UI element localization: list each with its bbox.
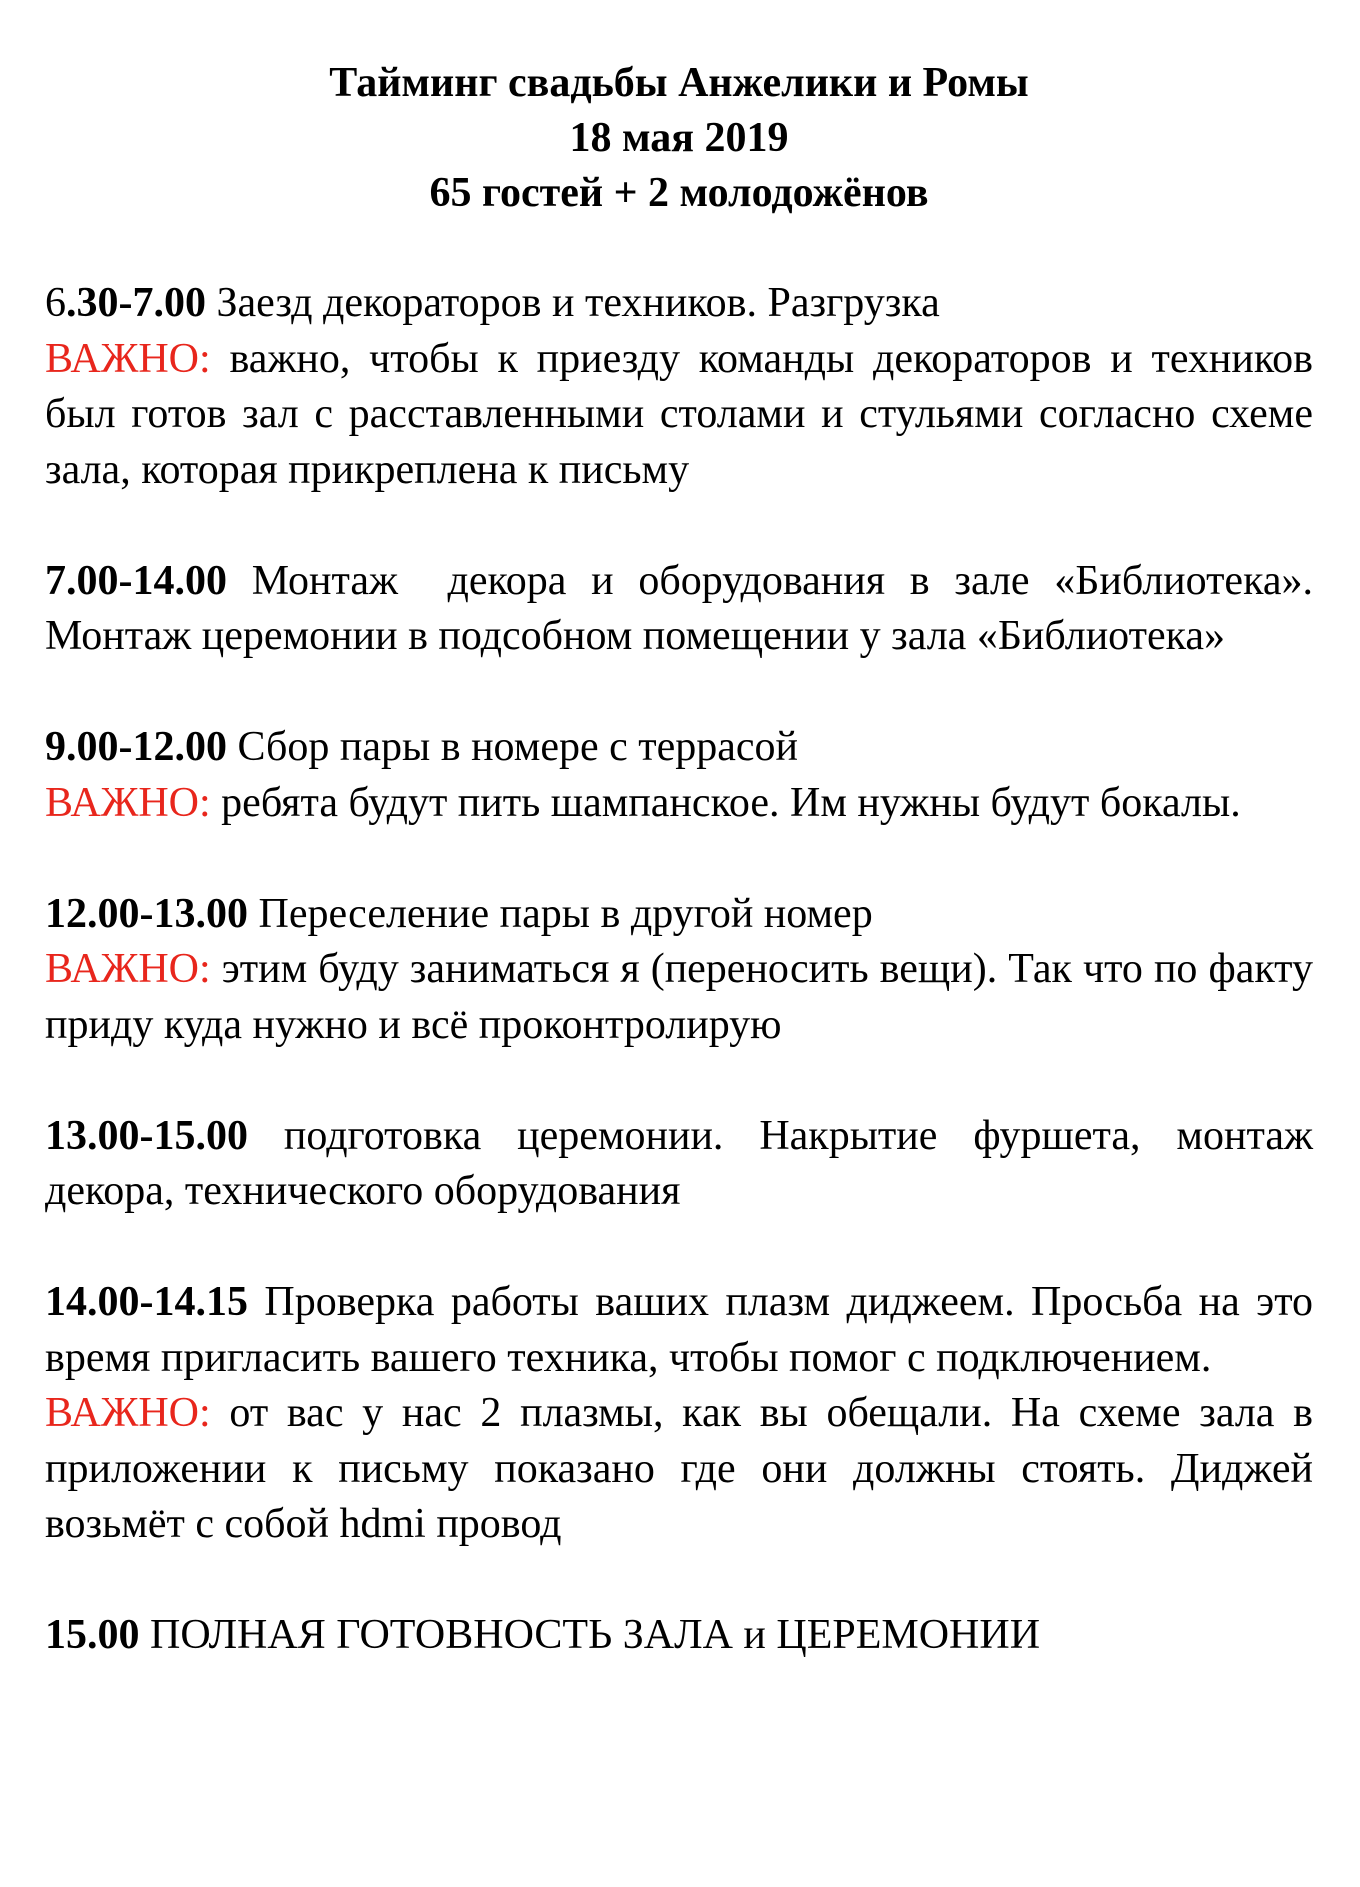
- time-digit: 6: [45, 280, 66, 326]
- item-text: подготовка церемонии. Накрытие фуршета, монтаж декора, технического оборудования: [45, 1112, 1313, 1214]
- time-range: 7.00-14.00: [45, 557, 227, 604]
- item-text: Переселение пары в другой номер: [248, 890, 873, 937]
- time-range: 9.00-12.00: [45, 724, 227, 770]
- item-text: Монтаж декора и оборудования в зале «Библиотека». Монтаж церемонии в подсобном помещении у зала «Библиотека»: [45, 557, 1324, 659]
- schedule-item: [45, 1109, 1313, 1220]
- item-text: Сбор пары в номере с террасой: [227, 724, 798, 770]
- item-text: Проверка работы ваших плазм диджеем. Просьба на это время пригласить вашего техника, чтобы помог с подключением.: [45, 1279, 1313, 1381]
- time-range: 13.00-15.00: [45, 1112, 248, 1159]
- title-date: 18 мая 2019: [569, 115, 789, 161]
- important-note: важно, чтобы к приезду команды декораторов и техников был готов зал с расставленными столами и стульями согласно схеме зала, которая прикреплена к письму: [45, 335, 1313, 493]
- schedule-item: [45, 720, 1313, 831]
- title-guests: 65 гостей + 2 молодожёнов: [429, 170, 929, 216]
- important-note: ребята будут пить шампанское. Им нужны будут бокалы.: [210, 779, 1241, 826]
- important-note: от вас у нас 2 плазмы, как вы обещали. На схеме зала в приложении к письму показано где они должны стоять. Диджей возьмёт с собой hdmi провод: [45, 1390, 1313, 1547]
- title-line: Тайминг свадьбы Анжелики и Ромы: [329, 60, 1029, 106]
- important-label: ВАЖНО:: [45, 1390, 211, 1436]
- important-label: ВАЖНО:: [45, 779, 211, 826]
- time-range: 12.00-13.00: [45, 890, 248, 937]
- schedule-item: [45, 1275, 1313, 1553]
- schedule-item: [45, 887, 1313, 1054]
- important-label: ВАЖНО:: [45, 946, 211, 992]
- schedule-item: [45, 554, 1324, 665]
- schedule-item: [45, 1608, 1313, 1664]
- time-rest: .30-7.00: [66, 280, 206, 326]
- item-text: Заезд декораторов и техников. Разгрузка: [206, 280, 940, 326]
- time-range: 15.00: [45, 1612, 140, 1658]
- time-range: [45, 280, 206, 326]
- document-title: [45, 56, 1313, 221]
- important-label: ВАЖНО:: [45, 335, 211, 382]
- item-text: ПОЛНАЯ ГОТОВНОСТЬ ЗАЛА и ЦЕРЕМОНИИ: [139, 1612, 1041, 1658]
- important-note: этим буду заниматься я (переносить вещи). Так что по факту приду куда нужно и всё проконтролирую: [45, 946, 1313, 1048]
- time-range: 14.00-14.15: [45, 1279, 248, 1325]
- schedule-item: [45, 276, 1313, 498]
- document-page: [45, 56, 1324, 1719]
